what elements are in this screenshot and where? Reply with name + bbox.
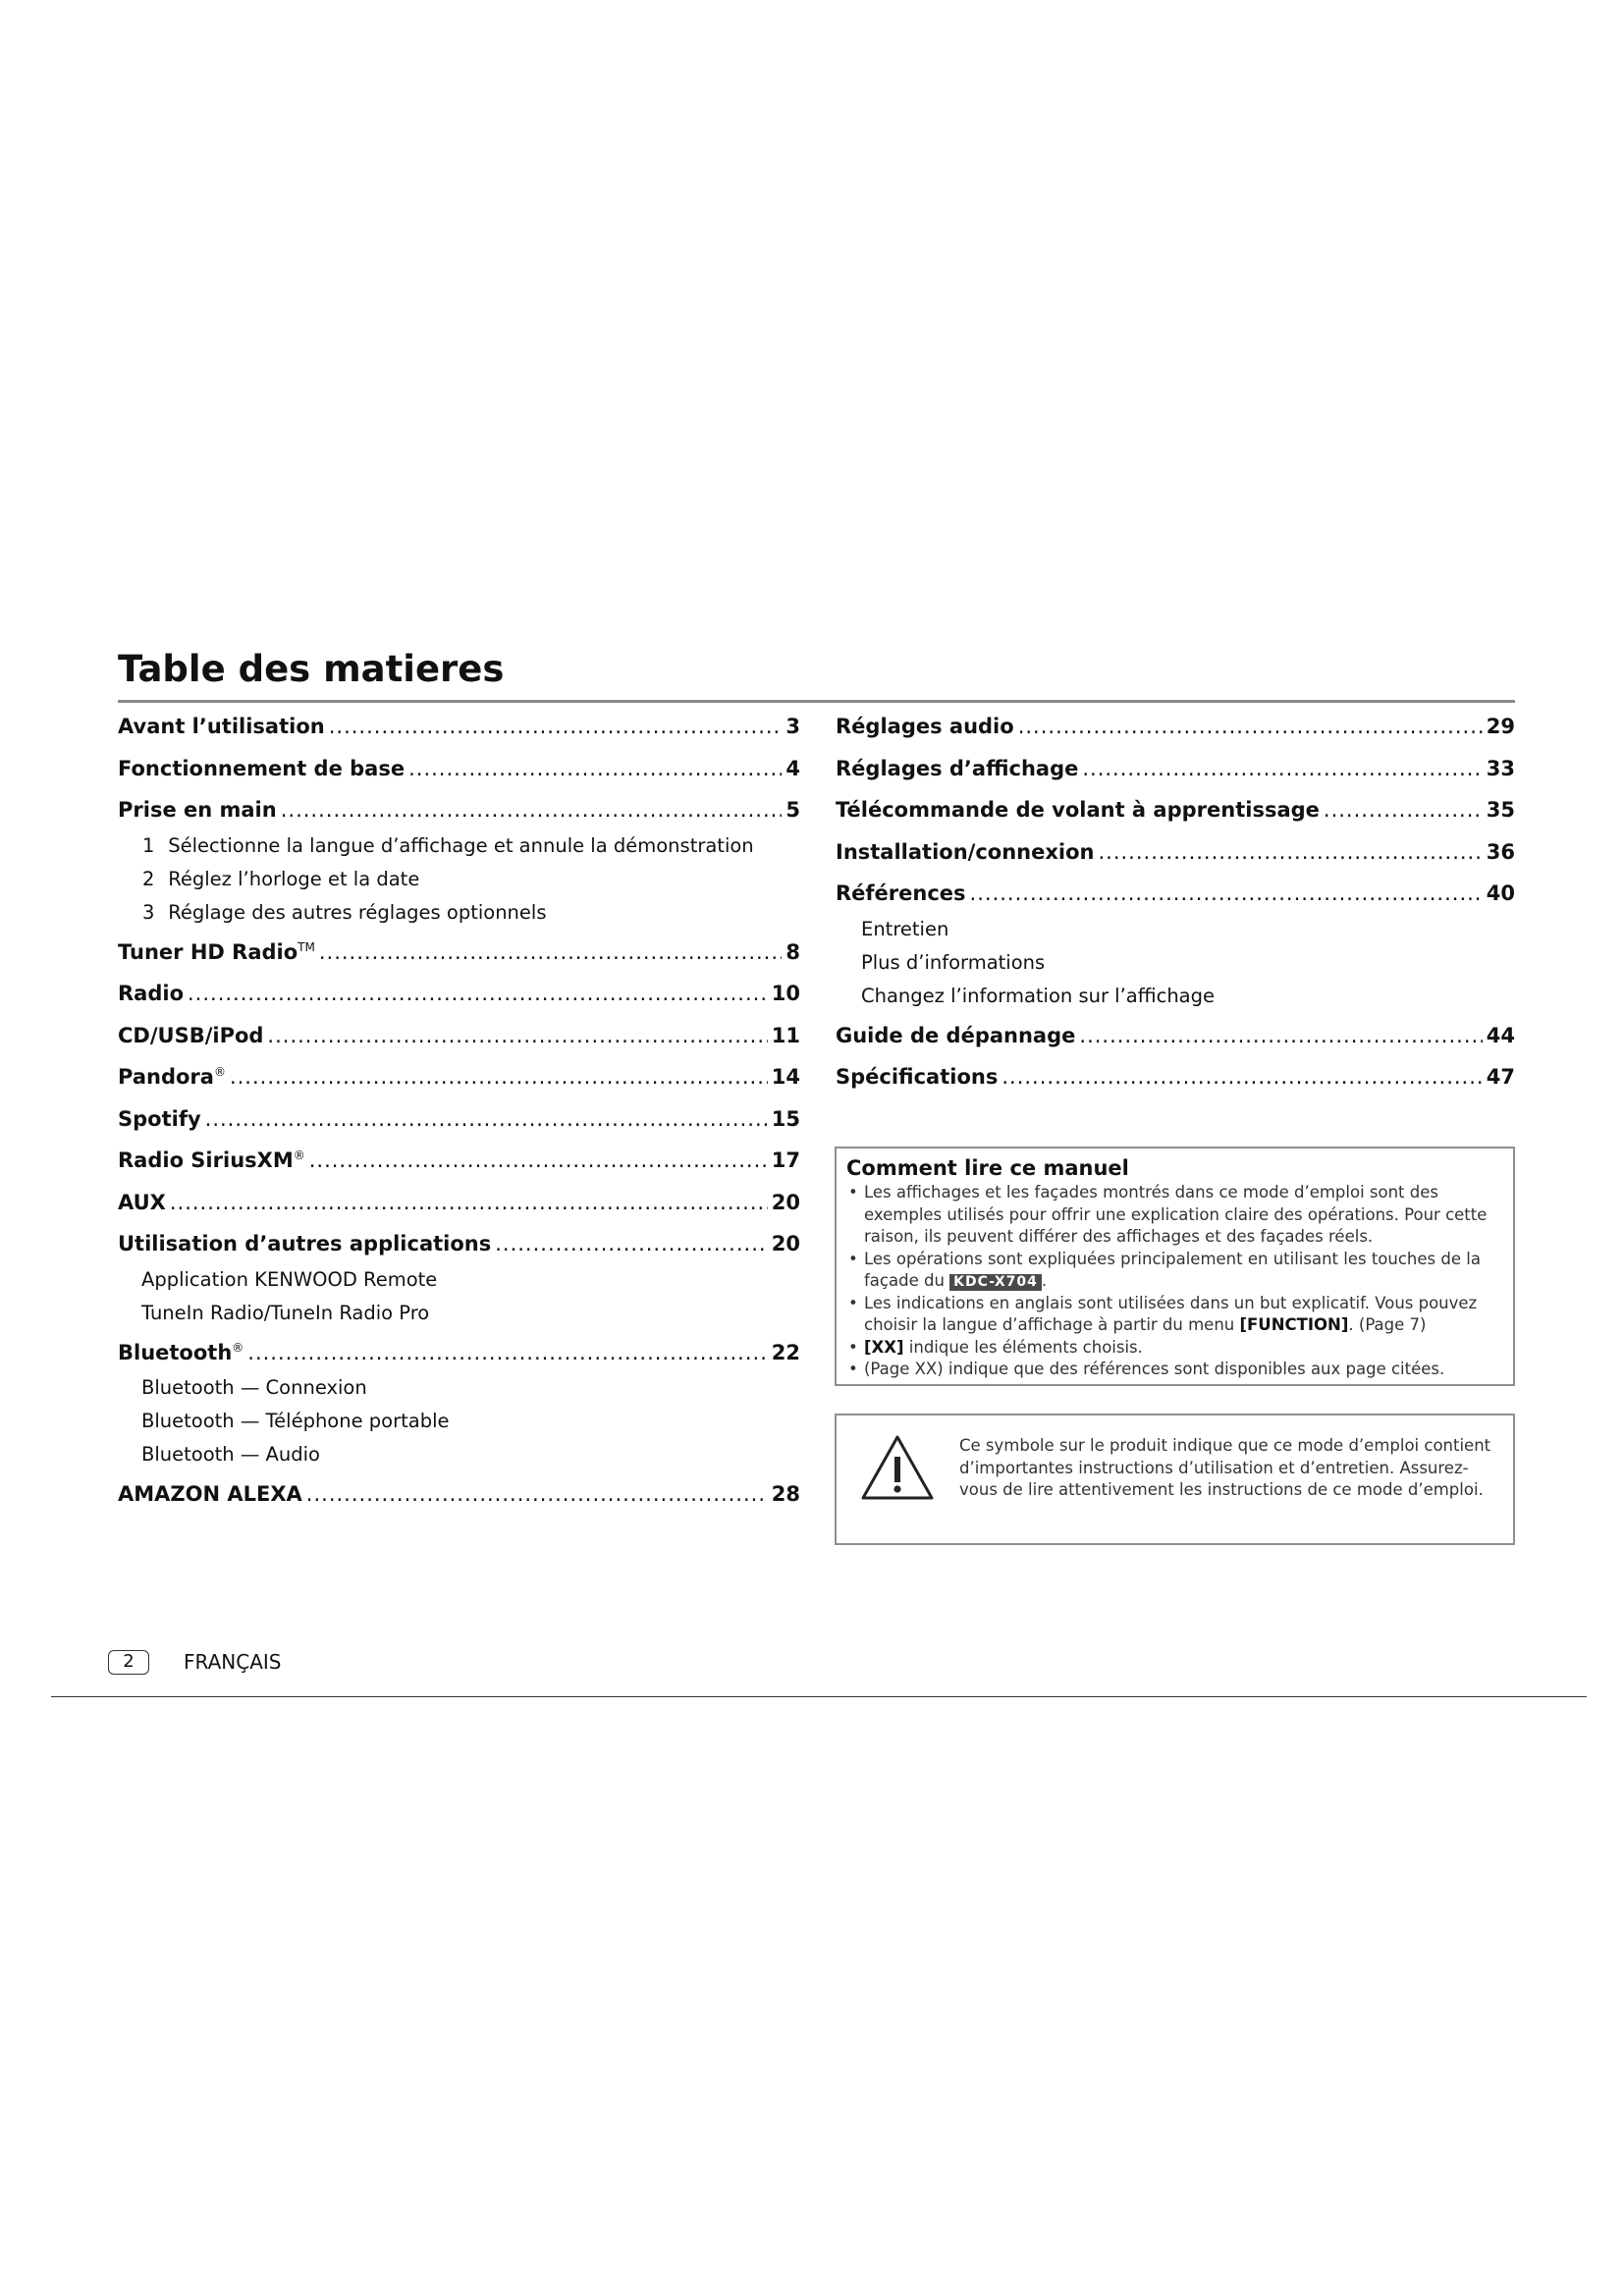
page-title: Table des matieres — [118, 648, 505, 690]
toc-subsection-item[interactable] — [118, 1260, 800, 1294]
toc-subsection-item[interactable] — [836, 977, 1515, 1010]
toc-page-number: 47 — [1486, 1065, 1515, 1089]
warning-text: Ce symbole sur le produit indique que ce mode d’emploi contient d’importantes instructions d’utilisation et d’entretien. Assurez-vous de lire attentivement les instructions de ce mode d’emploi. — [959, 1436, 1491, 1499]
toc-page-number: 36 — [1486, 839, 1515, 864]
toc-page-number: 20 — [771, 1232, 800, 1255]
toc-entry-bluetooth[interactable] — [118, 1327, 800, 1369]
toc-dot-leader — [1018, 715, 1483, 738]
toc-page-number: 14 — [771, 1065, 800, 1089]
toc-entry-title: Radio SiriusXM® — [118, 1148, 305, 1172]
toc-entry-references[interactable] — [836, 868, 1515, 910]
toc-subsection-item[interactable] — [118, 893, 800, 927]
footer-language: FRANÇAIS — [184, 1650, 282, 1674]
how-to-read-item: • Les affichages et les façades montrés dans ce mode d’emploi sont des exemples utilisés pour offrir une explication claire des opérations. Pour cette raison, ils peuvent différer des affichages et des façades réels. — [846, 1182, 1503, 1249]
toc-entry-cd-usb-ipod[interactable] — [118, 1010, 800, 1052]
toc-subsection-item[interactable] — [118, 1435, 800, 1468]
toc-entry-guide-de-depannage[interactable] — [836, 1010, 1515, 1052]
toc-entry-title: Pandora® — [118, 1065, 226, 1089]
selected-item-label: [XX] — [864, 1337, 904, 1357]
page-number: 2 — [108, 1650, 149, 1675]
toc-page-number: 15 — [771, 1106, 800, 1131]
toc-entry-title: Spécifications — [836, 1065, 999, 1089]
toc-subsection-list — [118, 1368, 800, 1468]
toc-entry-telecommande-de-volant-a-apprentissage[interactable] — [836, 784, 1515, 827]
toc-entry-prise-en-main[interactable] — [118, 784, 800, 827]
toc-subsection-list — [118, 827, 800, 927]
toc-subsection-text: Plus d’informations — [861, 950, 1046, 974]
toc-page-number: 28 — [771, 1482, 800, 1506]
toc-subsection-number: 3 — [142, 900, 155, 924]
toc-subsection-list — [118, 1260, 800, 1327]
toc-subsection-list — [836, 910, 1515, 1010]
toc-entry-title: CD/USB/iPod — [118, 1023, 264, 1047]
toc-dot-leader — [188, 982, 768, 1005]
toc-entry-title: Guide de dépannage — [836, 1023, 1076, 1047]
toc-dot-leader — [205, 1107, 768, 1131]
toc-subsection-item[interactable] — [118, 1402, 800, 1435]
toc-dot-leader — [495, 1232, 768, 1255]
toc-entry-title: Réglages d’affichage — [836, 756, 1079, 780]
toc-entry-aux[interactable] — [118, 1177, 800, 1219]
toc-page-number: 17 — [771, 1148, 800, 1172]
toc-dot-leader — [309, 1148, 768, 1172]
toc-entry-title: Télécommande de volant à apprentissage — [836, 798, 1320, 822]
toc-entry-title: Utilisation d’autres applications — [118, 1232, 492, 1255]
model-badge: KDC-X704 — [949, 1274, 1042, 1291]
toc-entry-title: Radio — [118, 982, 184, 1005]
toc-entry-title: Prise en main — [118, 798, 277, 822]
toc-entry-avant-l-utilisation[interactable] — [118, 701, 800, 743]
toc-entry-pandora[interactable] — [118, 1051, 800, 1094]
toc-dot-leader — [329, 715, 783, 738]
toc-page-number: 11 — [771, 1023, 800, 1047]
toc-dot-leader — [319, 940, 783, 964]
toc-entry-title: AMAZON ALEXA — [118, 1482, 302, 1506]
toc-subsection-item[interactable] — [836, 910, 1515, 943]
toc-dot-leader — [1098, 840, 1482, 864]
toc-entry-installation-connexion[interactable] — [836, 827, 1515, 869]
toc-entry-superscript: TM — [298, 939, 315, 954]
toc-left-column — [118, 701, 800, 1511]
toc-dot-leader — [281, 798, 783, 822]
toc-subsection-text: Application KENWOOD Remote — [141, 1267, 438, 1291]
toc-entry-utilisation-d-autres-applications[interactable] — [118, 1218, 800, 1260]
toc-dot-leader — [1079, 1024, 1482, 1047]
toc-subsection-text: Réglage des autres réglages optionnels — [168, 900, 547, 924]
toc-page-number: 29 — [1486, 715, 1515, 738]
toc-entry-specifications[interactable] — [836, 1051, 1515, 1094]
toc-page-number: 5 — [785, 798, 800, 822]
toc-subsection-number: 2 — [142, 867, 155, 890]
toc-entry-title: Installation/connexion — [836, 839, 1095, 864]
menu-key-label: [FUNCTION] — [1239, 1315, 1349, 1334]
toc-subsection-item[interactable] — [836, 943, 1515, 977]
toc-dot-leader — [230, 1065, 768, 1089]
warning-triangle-icon — [860, 1433, 935, 1502]
toc-subsection-text: Entretien — [861, 917, 949, 940]
toc-subsection-item[interactable] — [118, 827, 800, 860]
toc-page-number: 33 — [1486, 756, 1515, 780]
warning-box — [835, 1414, 1515, 1545]
toc-page-number: 20 — [771, 1190, 800, 1214]
toc-entry-superscript: ® — [293, 1148, 305, 1162]
toc-entry-title: Avant l’utilisation — [118, 715, 325, 738]
toc-subsection-text: Bluetooth — Audio — [141, 1443, 320, 1466]
toc-dot-leader — [247, 1341, 767, 1364]
toc-entry-radio[interactable] — [118, 968, 800, 1010]
how-to-read-box — [835, 1147, 1515, 1386]
toc-entry-radio-siriusxm[interactable] — [118, 1135, 800, 1177]
toc-dot-leader — [267, 1024, 767, 1047]
toc-dot-leader — [970, 881, 1483, 905]
toc-page-number: 22 — [771, 1340, 800, 1364]
toc-dot-leader — [170, 1191, 768, 1214]
toc-subsection-text: Bluetooth — Connexion — [141, 1376, 367, 1399]
toc-page-number: 4 — [785, 756, 800, 780]
toc-page-number: 40 — [1486, 881, 1515, 905]
toc-entry-amazon-alexa[interactable] — [118, 1468, 800, 1511]
toc-dot-leader — [1001, 1065, 1482, 1089]
toc-entry-superscript: ® — [232, 1340, 244, 1355]
toc-subsection-text: Réglez l’horloge et la date — [168, 867, 420, 890]
toc-dot-leader — [1324, 798, 1483, 822]
footer-divider — [51, 1696, 1587, 1697]
how-to-read-title: Comment lire ce manuel — [846, 1156, 1129, 1180]
toc-subsection-text: Changez l’information sur l’affichage — [861, 984, 1216, 1007]
how-to-read-item: • Les opérations sont expliquées principalement en utilisant les touches de la façade du KDC-X704 . — [846, 1249, 1503, 1293]
toc-page-number: 35 — [1486, 798, 1515, 822]
toc-dot-leader — [1082, 757, 1482, 780]
toc-page-number: 10 — [771, 982, 800, 1005]
toc-entry-reglages-audio[interactable] — [836, 701, 1515, 743]
toc-right-column — [836, 701, 1515, 1094]
how-to-read-list — [846, 1182, 1503, 1381]
toc-entry-title: Spotify — [118, 1106, 201, 1131]
toc-entry-superscript: ® — [213, 1065, 226, 1079]
toc-entry-fonctionnement-de-base[interactable] — [118, 743, 800, 785]
toc-subsection-text: Sélectionne la langue d’affichage et annule la démonstration — [168, 833, 754, 857]
toc-dot-leader — [306, 1482, 768, 1506]
toc-entry-title: Fonctionnement de base — [118, 756, 406, 780]
toc-entry-title: Réglages audio — [836, 715, 1014, 738]
toc-page-number: 3 — [785, 715, 800, 738]
toc-entry-tuner-hd-radio[interactable] — [118, 927, 800, 969]
toc-entry-title: Bluetooth® — [118, 1340, 244, 1364]
toc-entry-spotify[interactable] — [118, 1094, 800, 1136]
toc-dot-leader — [408, 757, 782, 780]
how-to-read-item: • (Page XX) indique que des références sont disponibles aux page citées. — [846, 1359, 1503, 1381]
toc-subsection-item[interactable] — [118, 1368, 800, 1402]
toc-page-number: 44 — [1486, 1023, 1515, 1047]
toc-entry-reglages-d-affichage[interactable] — [836, 743, 1515, 785]
toc-entry-title: Références — [836, 881, 966, 905]
toc-subsection-text: Bluetooth — Téléphone portable — [141, 1410, 450, 1432]
toc-entry-title: Tuner HD Radio™ — [118, 939, 315, 964]
how-to-read-item: • Les indications en anglais sont utilisées dans un but explicatif. Vous pouvez choisir la langue d’affichage à partir du menu [FUNCTION]. (Page 7) — [846, 1293, 1503, 1337]
how-to-read-item: • [XX] indique les éléments choisis. — [846, 1337, 1503, 1360]
toc-subsection-item[interactable] — [118, 860, 800, 893]
toc-subsection-text: TuneIn Radio/TuneIn Radio Pro — [141, 1301, 430, 1324]
toc-entry-title: AUX — [118, 1190, 166, 1214]
toc-subsection-number: 1 — [142, 833, 155, 857]
toc-subsection-item[interactable] — [118, 1294, 800, 1327]
toc-page-number: 8 — [785, 939, 800, 964]
